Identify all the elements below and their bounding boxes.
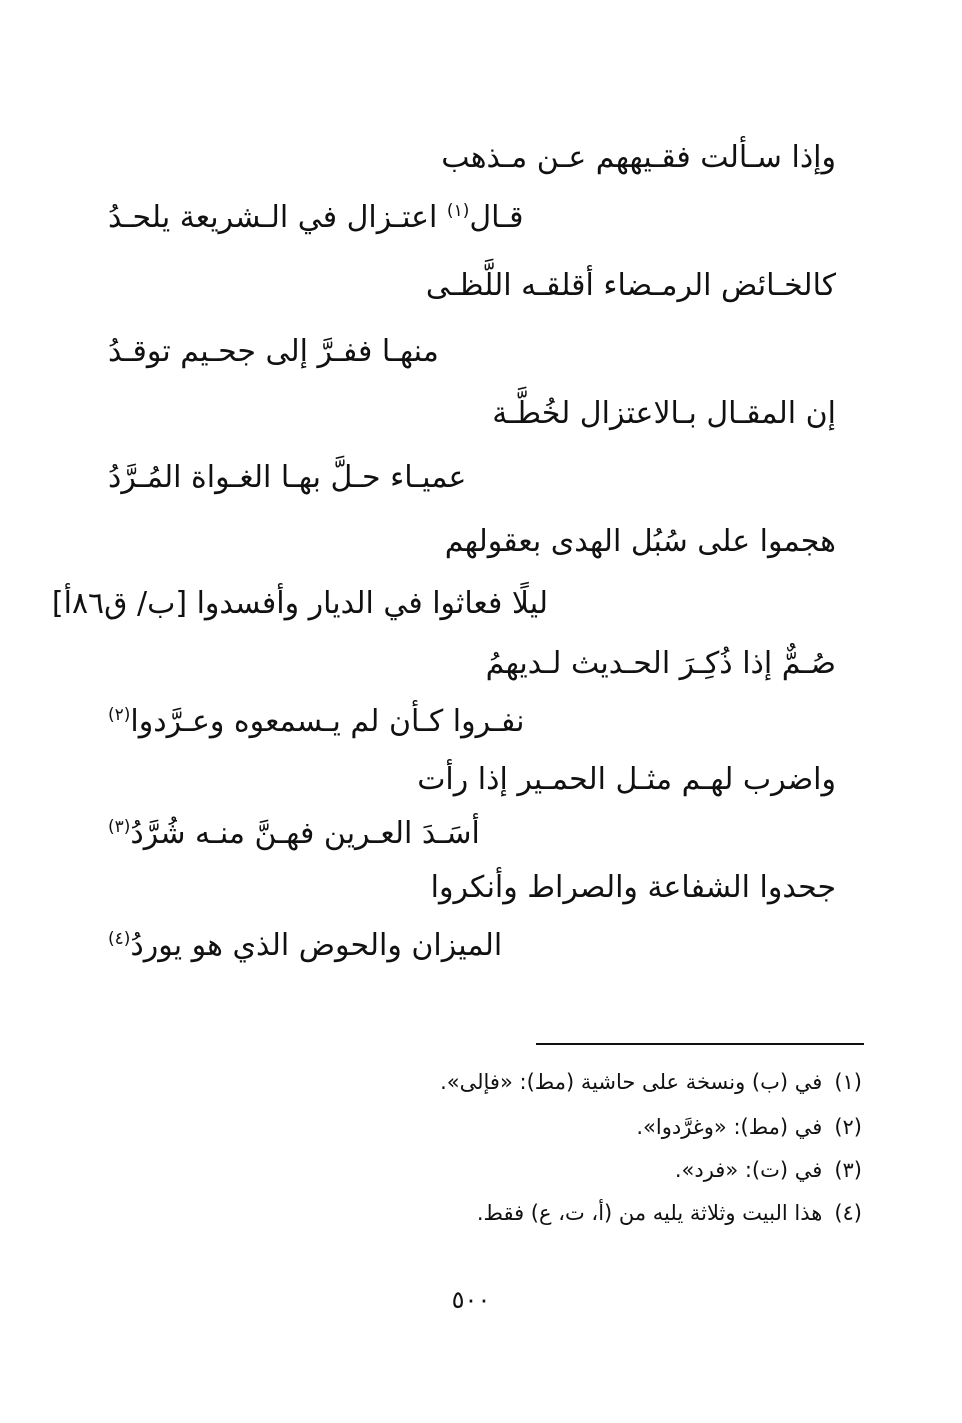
verse-text: الميزان والحوض الذي هو يوردُ	[130, 928, 503, 963]
footnote-reference-3: (٣)	[108, 817, 131, 837]
footnote-4	[302, 1198, 862, 1228]
verse-5-first-hemistich: صُـمٌّ إذا ذُكِـرَ الحـديث لـديهمُ	[485, 646, 836, 681]
verse-2-second-hemistich: منهـا ففـرَّ إلى جحـيم توقـدُ	[108, 334, 439, 369]
footnote-separator-line	[536, 1043, 864, 1045]
verse-2-first-hemistich: كالخـائض الرمـضاء أقلقـه اللَّظـى	[425, 268, 836, 303]
footnote-text: هذا البيت وثلاثة يليه من (أ، ت، ع) فقط.	[476, 1201, 823, 1225]
page-number: ٥٠٠	[451, 1286, 491, 1314]
footnote-number: (٤)	[834, 1201, 862, 1225]
verse-3-first-hemistich: إن المقـال بـالاعتزال لخُطَّـة	[492, 396, 836, 431]
verse-text: نفـروا كـأن لم يـسمعوه وعـرَّدوا	[130, 704, 525, 739]
verse-1-first-hemistich: وإذا سـألت فقـيههم عـن مـذهب	[441, 140, 836, 175]
footnote-reference-1: (١)	[446, 201, 470, 221]
footnote-reference-2: (٢)	[108, 705, 131, 725]
verse-4-second-hemistich: ليلًا فعاثوا في الديار وأفسدوا [ب/ ق٨٦أ]	[51, 586, 548, 621]
footnote-number: (٢)	[834, 1115, 862, 1139]
footnote-3	[302, 1155, 862, 1185]
footnote-1	[302, 1067, 862, 1097]
verse-4-first-hemistich: هجموا على سُبُل الهدى بعقولهم	[444, 524, 836, 559]
verse-6-first-hemistich: واضرب لهـم مثـل الحمـير إذا رأت	[417, 762, 836, 797]
verse-text: اعتـزال في الـشريعة يلحـدُ	[108, 200, 447, 235]
verse-7-second-hemistich	[108, 924, 548, 968]
verse-1-second-hemistich	[108, 196, 548, 240]
verse-text: أسَـدَ العـرين فهـنَّ منـه شُرَّدُ	[130, 816, 480, 851]
footnote-reference-4: (٤)	[108, 929, 131, 949]
footnote-text: في (ت): «فرد».	[674, 1158, 823, 1182]
footnote-number: (١)	[834, 1070, 862, 1094]
verse-text: قـال	[469, 200, 524, 235]
verse-6-second-hemistich	[108, 812, 548, 856]
footnote-text: في (مط): «وغرَّدوا».	[636, 1115, 823, 1139]
footnote-text: في (ب) ونسخة على حاشية (مط): «فإلى».	[440, 1070, 823, 1094]
verse-7-first-hemistich: جحدوا الشفاعة والصراط وأنكروا	[430, 870, 836, 905]
verse-3-second-hemistich: عميـاء حـلَّ بهـا الغـواة المُـرَّدُ	[108, 460, 467, 495]
footnote-2	[302, 1112, 862, 1142]
footnote-number: (٣)	[834, 1158, 862, 1182]
verse-5-second-hemistich	[108, 700, 548, 744]
